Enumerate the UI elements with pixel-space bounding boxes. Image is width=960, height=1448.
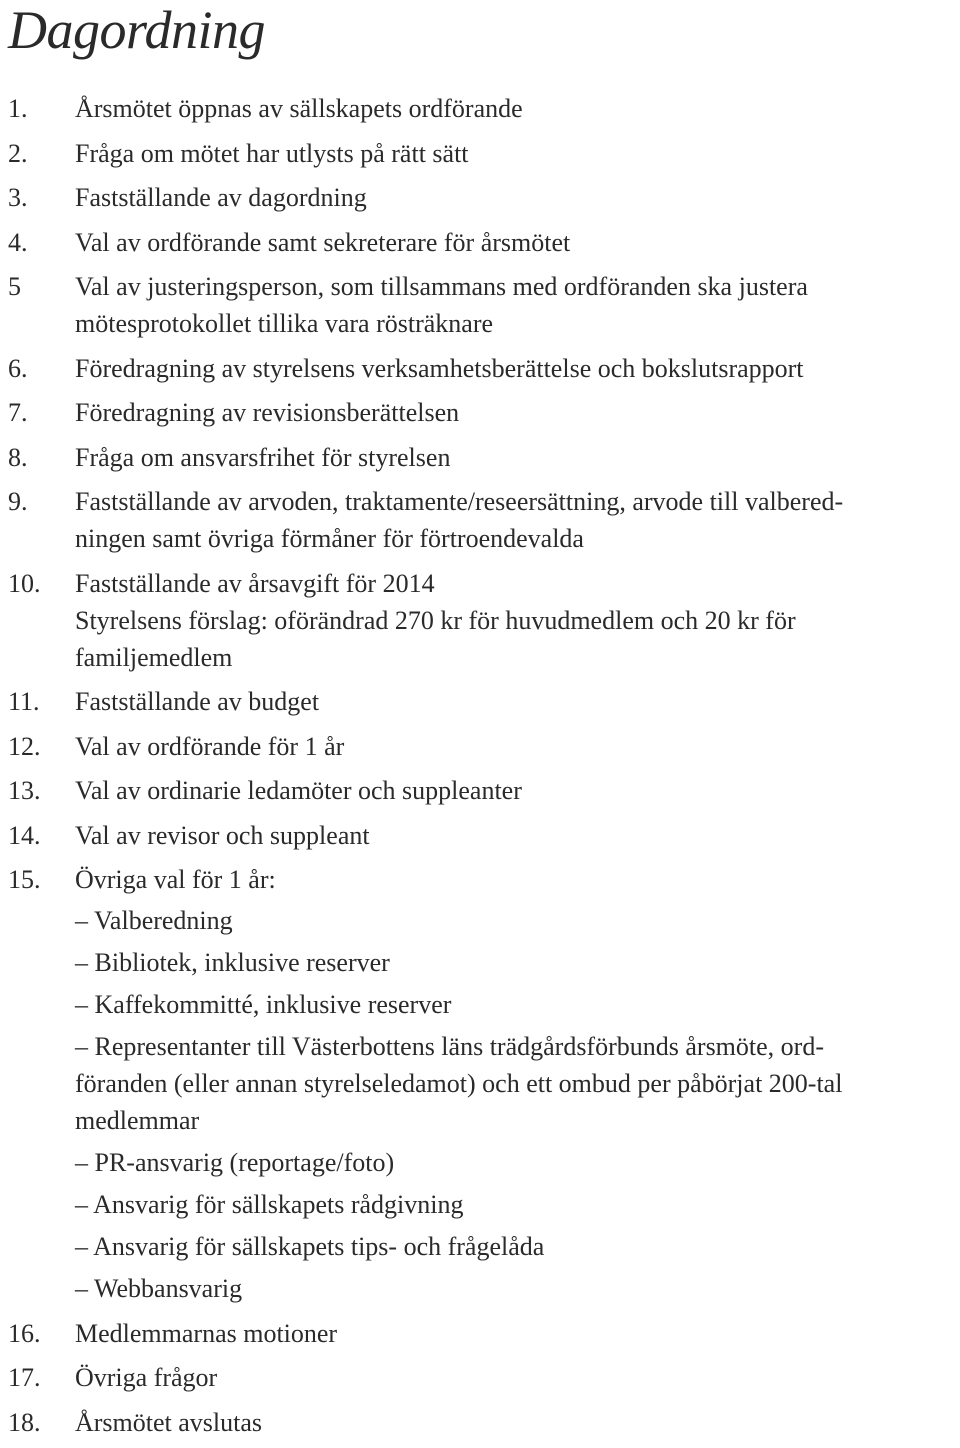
agenda-item-number: 10. [8, 568, 41, 598]
agenda-item-number: 6. [8, 353, 28, 383]
agenda-item-number: 2. [8, 138, 28, 168]
agenda-item-number: 17. [8, 1363, 41, 1392]
agenda-subitem-line: – Valberedning [75, 906, 233, 935]
agenda-item-line: Fråga om mötet har utlysts på rätt sätt [75, 138, 469, 168]
agenda-item [0, 483, 960, 557]
agenda-item-number: 12. [8, 731, 41, 761]
agenda-item-line: Fråga om ansvarsfrihet för styrelsen [75, 442, 451, 472]
agenda-item [0, 565, 960, 676]
agenda-item-line: Övriga val för 1 år: [75, 865, 276, 894]
agenda-item-number: 8. [8, 442, 28, 472]
agenda-list [0, 90, 960, 1448]
agenda-item-number: 7. [8, 398, 28, 427]
agenda-item-line: Övriga frågor [75, 1363, 218, 1392]
agenda-item [0, 1315, 960, 1352]
agenda-item-line: Val av revisor och suppleant [75, 820, 370, 850]
agenda-item-line: Fastställande av arvoden, traktamente/reseersättning, arvode till valbered- [75, 487, 844, 516]
agenda-item-text [75, 439, 960, 476]
agenda-subitem-line: – PR-ansvarig (reportage/foto) [75, 1148, 395, 1177]
agenda-item-line: Årsmötet avslutas [75, 1407, 263, 1437]
agenda-item-line: Val av ordinarie ledamöter och suppleanter [75, 776, 522, 805]
agenda-item-text [75, 483, 960, 557]
agenda-item-line: mötesprotokollet tillika vara rösträknare [75, 309, 494, 338]
agenda-item-text [75, 817, 960, 854]
agenda-item-line: Fastställande av dagordning [75, 183, 367, 212]
agenda-subitem [75, 1270, 960, 1307]
agenda-item [0, 224, 960, 261]
agenda-item [0, 179, 960, 216]
agenda-item-text [75, 772, 960, 809]
agenda-item-text [75, 1315, 960, 1352]
agenda-item-text [75, 179, 960, 216]
agenda-item-line: Fastställande av budget [75, 687, 320, 716]
agenda-item-number: 11. [8, 687, 40, 716]
agenda-item-text [75, 224, 960, 261]
agenda-item [0, 817, 960, 854]
agenda-subitem-line: – Webbansvarig [75, 1274, 243, 1303]
agenda-item-text [75, 683, 960, 720]
agenda-item-line: ningen samt övriga förmåner för förtroendevalda [75, 524, 584, 553]
agenda-subitem [75, 1144, 960, 1181]
agenda-item-number: 5 [8, 272, 21, 301]
agenda-subitem [75, 986, 960, 1023]
agenda-sublist [75, 902, 960, 1307]
agenda-subitem [75, 1186, 960, 1223]
agenda-subitem-line: – Ansvarig för sällskapets rådgivning [75, 1190, 464, 1219]
agenda-item [0, 1404, 960, 1441]
agenda-item-number: 1. [8, 94, 28, 123]
agenda-item-number: 16. [8, 1318, 41, 1348]
agenda-subitem-line: – Ansvarig för sällskapets tips- och frågelåda [75, 1232, 545, 1261]
agenda-item-text [75, 565, 960, 676]
agenda-item-number: 4. [8, 227, 28, 257]
agenda-item-number: 3. [8, 183, 28, 212]
agenda-subitem [75, 1228, 960, 1265]
agenda-item [0, 350, 960, 387]
agenda-item-line: familjemedlem [75, 642, 233, 672]
agenda-item [0, 90, 960, 127]
agenda-subitem-line: – Bibliotek, inklusive reserver [75, 948, 390, 977]
agenda-item-number: 13. [8, 776, 41, 805]
agenda-item [0, 861, 960, 1307]
page-title: Dagordning [8, 0, 266, 60]
agenda-subitem-line: föranden (eller annan styrelseledamot) och ett ombud per påbörjat 200-tal [75, 1069, 843, 1098]
agenda-item-number: 14. [8, 820, 41, 850]
agenda-item [0, 728, 960, 765]
agenda-subitem [75, 1028, 960, 1139]
agenda-item-line: Föredragning av styrelsens verksamhetsberättelse och bokslutsrapport [75, 353, 804, 383]
agenda-item-number: 9. [8, 487, 28, 516]
agenda-item-text [75, 90, 960, 127]
agenda-item-text [75, 1404, 960, 1441]
agenda-item [0, 683, 960, 720]
agenda-subitem-line: – Representanter till Västerbottens läns trädgårdsförbunds årsmöte, ord- [75, 1032, 824, 1061]
agenda-item-line: Medlemmarnas motioner [75, 1318, 338, 1348]
agenda-item-number: 15. [8, 865, 41, 894]
agenda-item-text [75, 135, 960, 172]
agenda-item [0, 439, 960, 476]
agenda-item-text [75, 861, 960, 898]
agenda-item-line: Val av ordförande samt sekreterare för årsmötet [75, 227, 571, 257]
agenda-item-text [75, 728, 960, 765]
agenda-item-line: Styrelsens förslag: oförändrad 270 kr för huvudmedlem och 20 kr för [75, 605, 796, 635]
agenda-subitem [75, 944, 960, 981]
agenda-item [0, 772, 960, 809]
agenda-item-line: Fastställande av årsavgift för 2014 [75, 568, 435, 598]
agenda-item [0, 268, 960, 342]
agenda-item [0, 1359, 960, 1396]
agenda-item-text [75, 1359, 960, 1396]
agenda-item-line: Föredragning av revisionsberättelsen [75, 398, 460, 427]
agenda-item-text [75, 394, 960, 431]
agenda-subitem [75, 902, 960, 939]
agenda-item-line: Årsmötet öppnas av sällskapets ordförande [75, 94, 523, 123]
agenda-subitem-line: – Kaffekommitté, inklusive reserver [75, 990, 452, 1019]
agenda-item [0, 135, 960, 172]
agenda-item-line: Val av ordförande för 1 år [75, 731, 345, 761]
agenda-item [0, 394, 960, 431]
agenda-subitem-line: medlemmar [75, 1106, 200, 1135]
agenda-item-text [75, 350, 960, 387]
agenda-item-number: 18. [8, 1407, 41, 1437]
agenda-item-text [75, 268, 960, 342]
agenda-item-line: Val av justeringsperson, som tillsammans med ordföranden ska justera [75, 272, 808, 301]
